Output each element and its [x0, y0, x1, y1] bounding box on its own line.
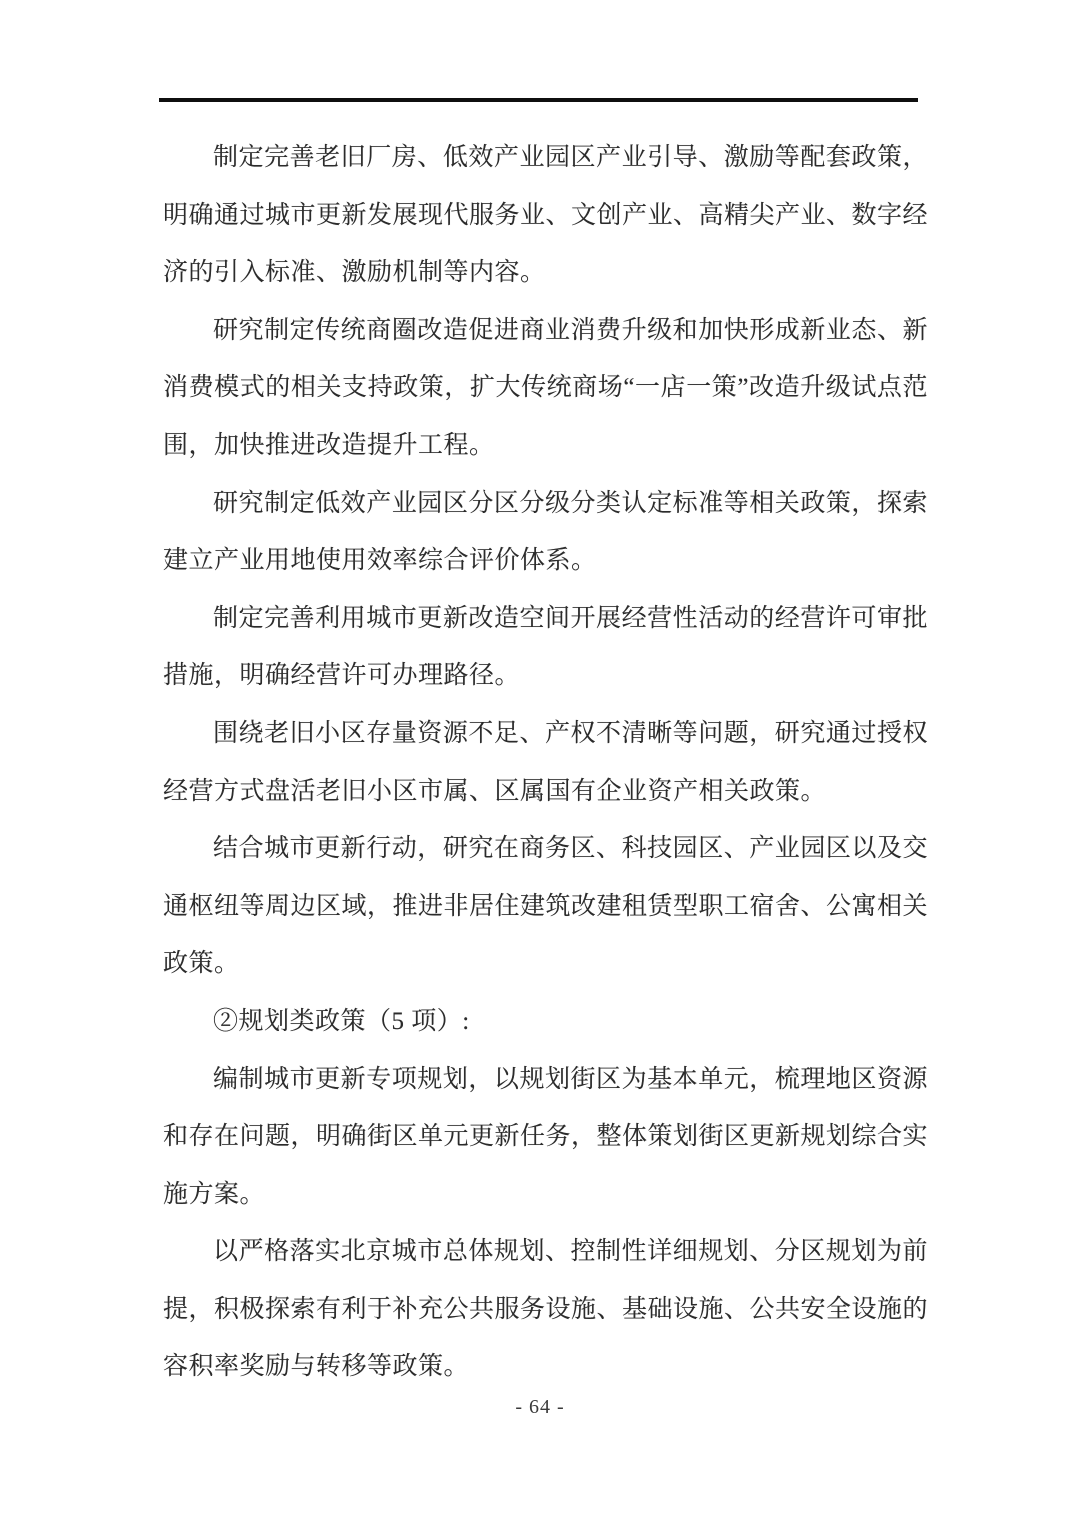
section-heading-planning-policies: ②规划类政策（5 项）: — [213, 1007, 470, 1035]
paragraph-old-residential-assets: 围绕老旧小区存量资源不足、产权不清晰等问题，研究通过授权经营方式盘活老旧小区市属、区属国有企业资产相关政策。 — [163, 719, 928, 805]
paragraph-special-renewal-plan: 编制城市更新专项规划，以规划街区为基本单元，梳理地区资源和存在问题，明确街区单元更新任务，整体策划街区更新规划综合实施方案。 — [163, 1065, 929, 1208]
header-rule — [159, 98, 918, 102]
page-number: - 64 - — [515, 1396, 565, 1418]
paragraph-traditional-business-districts: 研究制定传统商圈改造促进商业消费升级和加快形成新业态、新消费模式的相关支持政策，扩大传统商场“一店一策”改造升级试点范围，加快推进改造提升工程。 — [163, 316, 928, 459]
paragraph-low-efficiency-industrial-parks: 研究制定低效产业园区分区分级分类认定标准等相关政策，探索建立产业用地使用效率综合评价体系。 — [163, 489, 928, 575]
document-body — [163, 129, 928, 1396]
paragraph-business-license-measures: 制定完善利用城市更新改造空间开展经营性活动的经营许可审批措施，明确经营许可办理路径。 — [163, 604, 928, 690]
paragraph-nonresidential-conversion: 结合城市更新行动，研究在商务区、科技园区、产业园区以及交通枢纽等周边区域，推进非居住建筑改建租赁型职工宿舍、公寓相关政策。 — [163, 835, 929, 978]
paragraph-supporting-policies: 制定完善老旧厂房、低效产业园区产业引导、激励等配套政策，明确通过城市更新发展现代服务业、文创产业、高精尖产业、数字经济的引入标准、激励机制等内容。 — [163, 144, 929, 287]
paragraph-floor-area-ratio-incentives: 以严格落实北京城市总体规划、控制性详细规划、分区规划为前提，积极探索有利于补充公共服务设施、基础设施、公共安全设施的容积率奖励与转移等政策。 — [163, 1238, 929, 1381]
